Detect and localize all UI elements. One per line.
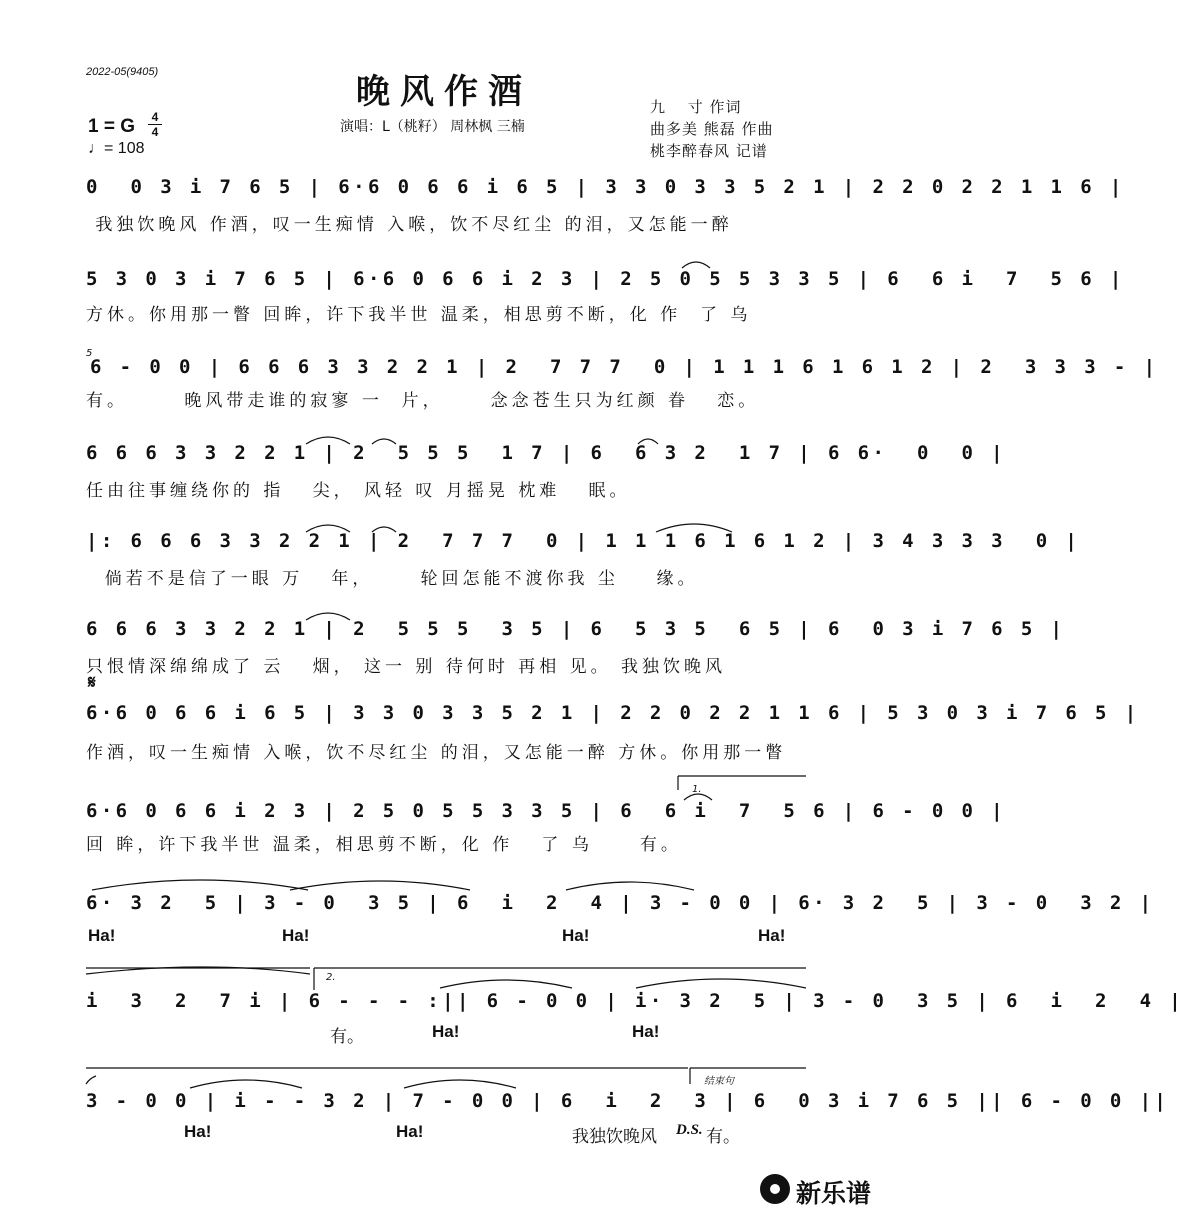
first-ending-mark: 1. bbox=[692, 784, 702, 795]
ha-lyric-3: Ha! bbox=[562, 926, 590, 945]
row11-lyric-ha-2: Ha! bbox=[396, 1122, 424, 1141]
row10-lyric-you: 有。 bbox=[330, 1027, 364, 1047]
second-ending-mark: 2. bbox=[326, 972, 336, 983]
lyricist-credit: 九 寸 作词 bbox=[650, 98, 742, 116]
meter-top: 4 bbox=[151, 110, 159, 124]
notation-row-2: 5 3 0 3 i 7 6 5 | 6·6 0 6 6 i 2 3 | 2 5 0 5 5 3 3 5 | 6 6 i 7 5 6 | bbox=[86, 268, 1125, 290]
row11-lyric-end: 有。 bbox=[706, 1127, 740, 1147]
singers-credit: 演唱：L（桃籽） 周林枫 三楠 bbox=[340, 119, 525, 135]
notation-row-9: 6· 3 2 5 | 3 - 0 3 5 | 6 i 2 4 | 3 - 0 0 | 6· 3 2 5 | 3 - 0 3 2 | bbox=[86, 892, 1155, 914]
notation-row-1: 0 0 3 i 7 6 5 | 6·6 0 6 6 i 6 5 | 3 3 0 3 3 5 2 1 | 2 2 0 2 2 1 1 6 | bbox=[86, 176, 1125, 198]
logo-text: 新乐谱 bbox=[796, 1179, 872, 1208]
composer-credit: 曲多美 熊磊 作曲 bbox=[650, 120, 774, 138]
notation-row-4: 6 6 6 3 3 2 2 1 | 2 5 5 5 1 7 | 6 6 3 2 1 7 | 6 6· 0 0 | bbox=[86, 442, 1007, 464]
row10-lyric-ha-2: Ha! bbox=[632, 1022, 660, 1041]
lyric-row-8: 回 眸，许下我半世 温柔，相思剪不断，化 作 了 乌 有。 bbox=[86, 835, 682, 855]
record-icon bbox=[760, 1174, 790, 1204]
ha-lyric-2: Ha! bbox=[282, 926, 310, 945]
notation-row-11: 3 - 0 0 | i - - 3 2 | 7 - 0 0 | 6 i 2 3 | 6 0 3 i 7 6 5 || 6 - 0 0 || bbox=[86, 1090, 1170, 1112]
row10-lyric-ha-1: Ha! bbox=[432, 1022, 460, 1041]
transcriber-credit: 桃李醉春风 记谱 bbox=[650, 142, 768, 160]
lyric-row-4: 任由往事缠绕你的 指 尖， 风轻 叹 月摇晃 枕难 眠。 bbox=[86, 481, 631, 501]
notation-row-10: i 3 2 7 i | 6 - - - :|| 6 - 0 0 | i· 3 2 5 | 3 - 0 3 5 | 6 i 2 4 | bbox=[86, 990, 1184, 1012]
notation-row-3: 6 - 0 0 | 6 6 6 3 3 2 2 1 | 2 7 7 7 0 | 1 1 1 6 1 6 1 2 | 2 3 3 3 - | bbox=[90, 356, 1159, 378]
ha-lyric-1: Ha! bbox=[88, 926, 116, 945]
notation-row-5: |: 6 6 6 3 3 2 2 1 | 2 7 7 7 0 | 1 1 1 6 1 6 1 2 | 3 4 3 3 3 0 | bbox=[86, 530, 1081, 552]
tempo-marking: ♩= 108 bbox=[88, 140, 145, 157]
segno-sign: 𝄋 bbox=[88, 672, 96, 693]
meter-bottom: 4 bbox=[148, 124, 162, 139]
site-logo bbox=[760, 1172, 884, 1208]
notation-row-6: 6 6 6 3 3 2 2 1 | 2 5 5 5 3 5 | 6 5 3 5 6 5 | 6 0 3 i 7 6 5 | bbox=[86, 618, 1066, 640]
ds-mark: D.S. bbox=[676, 1122, 703, 1138]
coda-label: 结束句 bbox=[704, 1076, 734, 1087]
notation-row-7: 6·6 0 6 6 i 6 5 | 3 3 0 3 3 5 2 1 | 2 2 0 2 2 1 1 6 | 5 3 0 3 i 7 6 5 | bbox=[86, 702, 1140, 724]
lyric-row-5: 倘若不是信了一眼 万 年， 轮回怎能不渡你我 尘 缘。 bbox=[86, 569, 699, 589]
key-signature: 1 = G bbox=[88, 116, 135, 137]
lyric-row-1: 我独饮晚风 作酒，叹一生痴情 入喉，饮不尽红尘 的泪，又怎能一醉 bbox=[86, 215, 733, 235]
row11-lyric-text: 我独饮晚风 bbox=[572, 1127, 657, 1147]
small-5-mark: 5 bbox=[86, 348, 93, 359]
lyric-row-3: 有。 晚风带走谁的寂寥 一 片， 念念苍生只为红颜 眷 恋。 bbox=[86, 391, 760, 411]
ha-lyric-4: Ha! bbox=[758, 926, 786, 945]
song-title: 晚风作酒 bbox=[356, 72, 532, 112]
score-code: 2022-05(9405) bbox=[86, 66, 159, 78]
lyric-row-7: 作酒，叹一生痴情 入喉，饮不尽红尘 的泪，又怎能一醉 方休。你用那一瞥 bbox=[86, 743, 787, 763]
row11-lyric-ha-1: Ha! bbox=[184, 1122, 212, 1141]
lyric-row-2: 方休。你用那一瞥 回眸，许下我半世 温柔，相思剪不断，化 作 了 乌 bbox=[86, 305, 752, 325]
notation-row-8: 6·6 0 6 6 i 2 3 | 2 5 0 5 5 3 3 5 | 6 6 i 7 5 6 | 6 - 0 0 | bbox=[86, 800, 1007, 822]
lyric-row-6: 只恨情深绵绵成了 云 烟， 这一 别 待何时 再相 见。 我独饮晚风 bbox=[86, 657, 727, 677]
